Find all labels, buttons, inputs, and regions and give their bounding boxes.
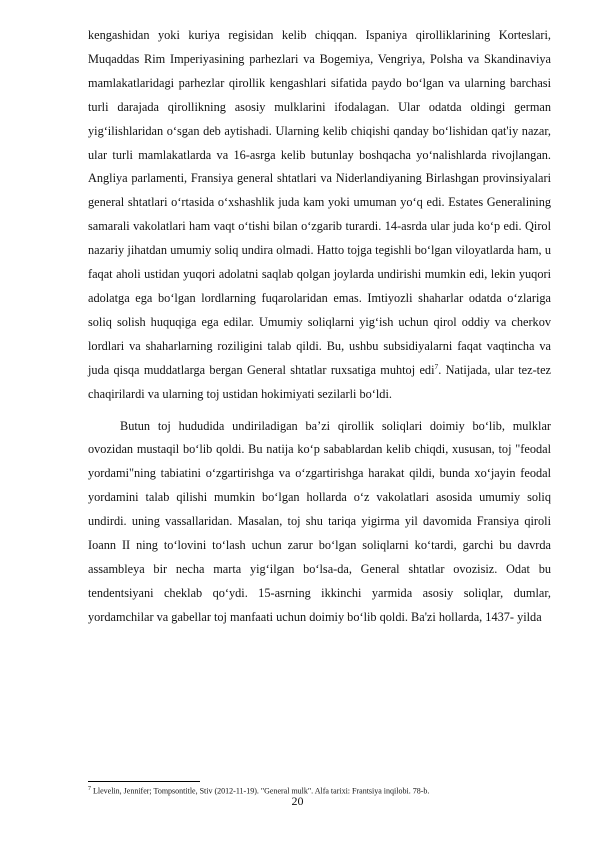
footnote-text: Llevelin, Jennifer; Tompsontitle, Stiv (2012-11-19). "General mulk". Alfa tarixi: Frantsiya inqilobi. 78-b.: [91, 786, 430, 796]
footnote-number: 7: [88, 786, 91, 792]
paragraph-1-tail: . Natijada, ular tez-tez chaqirilardi va ularning toj ustidan hokimiyati sezilarli bo‘ldi.: [88, 362, 551, 401]
footnote-divider: [88, 781, 200, 782]
footnote-reference[interactable]: 7: [434, 361, 439, 371]
body-paragraph-1: [88, 24, 551, 407]
paragraph-1-text: kengashidan yoki kuriya regisidan kelib chiqqan. Ispaniya qirolliklarining Korteslari, Muqaddas Rim Imperiyasining parhezlari va Bogemiya, Vengriya, Polsha va Skandinaviya mamlakatlaridagi parhezlar qirollik kengashlari sifatida paydo bo‘lgan va ularning barchasi turli darajada qirollikning asosiy mulklarini ifodalagan. Ular odatda oldingi german yig‘ilishlaridan o‘sgan deb aytishadi. Ularning kelib chiqishi qanday bo‘lishidan qat'iy nazar, ular turli mamlakatlarda va 16-asrga kelib butunlay boshqacha yo‘nalishlarda rivojlangan. Angliya parlamenti, Fransiya general shtatlari va Niderlandiyaning Birlashgan provinsiyalari general shtatlari o‘rtasida o‘xshashlik juda kam yoki umuman yo‘q edi. Estates Generalining samarali vakolatlari ham vaqt o‘tishi bilan o‘zgarib turardi. 14-asrda ular juda ko‘p edi. Qirol nazariy jihatdan umumiy soliq undira olmadi. Hatto tojga tegishli bo‘lgan viloyatlarda ham, u faqat aholi ustidan yuqori adolatni saqlab qolgan joylarda undirishi mumkin edi, lekin yuqori adolatga ega bo‘lgan lordlarning fuqarolaridan emas. Imtiyozli shaharlar odatda o‘zlariga soliq solish huquqiga ega edilar. Umumiy soliqlarni yig‘ish uchun qirol oddiy va cherkov lordlari va shaharlarning roziligini talab qildi. Bu, ushbu subsidiyalarni faqat vaqtincha va juda qisqa muddatlarga bergan General shtatlar ruxsatiga muhtoj edi: [88, 28, 551, 377]
page-number: 20: [291, 794, 304, 808]
page-body: [88, 24, 551, 630]
body-paragraph-2: Butun toj hududida undiriladigan ba’zi qirollik soliqlari doimiy bo‘lib, mulklar ovozidan mustaqil bo‘lib qoldi. Bu natija ko‘p sabablardan kelib chiqdi, xususan, toj "feodal yordami"ning tabiatini o‘zgartirishga va o‘zgartirishga harakat qildi, bunda xo‘jayin feodal yordamini talab qilishi mumkin bo‘lgan hollarda o‘z vakolatlari asosida umumiy soliq undirdi. uning vassallaridan. Masalan, toj shu tariqa yigirma yil davomida Fransiya qiroli Ioann II ning to‘lovini to‘lash uchun zarur bo‘lgan soliqlarni ko‘tardi, garchi bu davrda assambleya bir necha marta yig‘ilgan bo‘lsa-da, General shtatlar ovozisiz. Odat bu tendentsiyani cheklab qo‘ydi. 15-asrning ikkinchi yarmida asosiy soliqlar, dumlar, yordamchilar va gabellar toj manfaati uchun doimiy bo‘lib qoldi. Ba'zi hollarda, 1437- yilda: [88, 418, 551, 624]
